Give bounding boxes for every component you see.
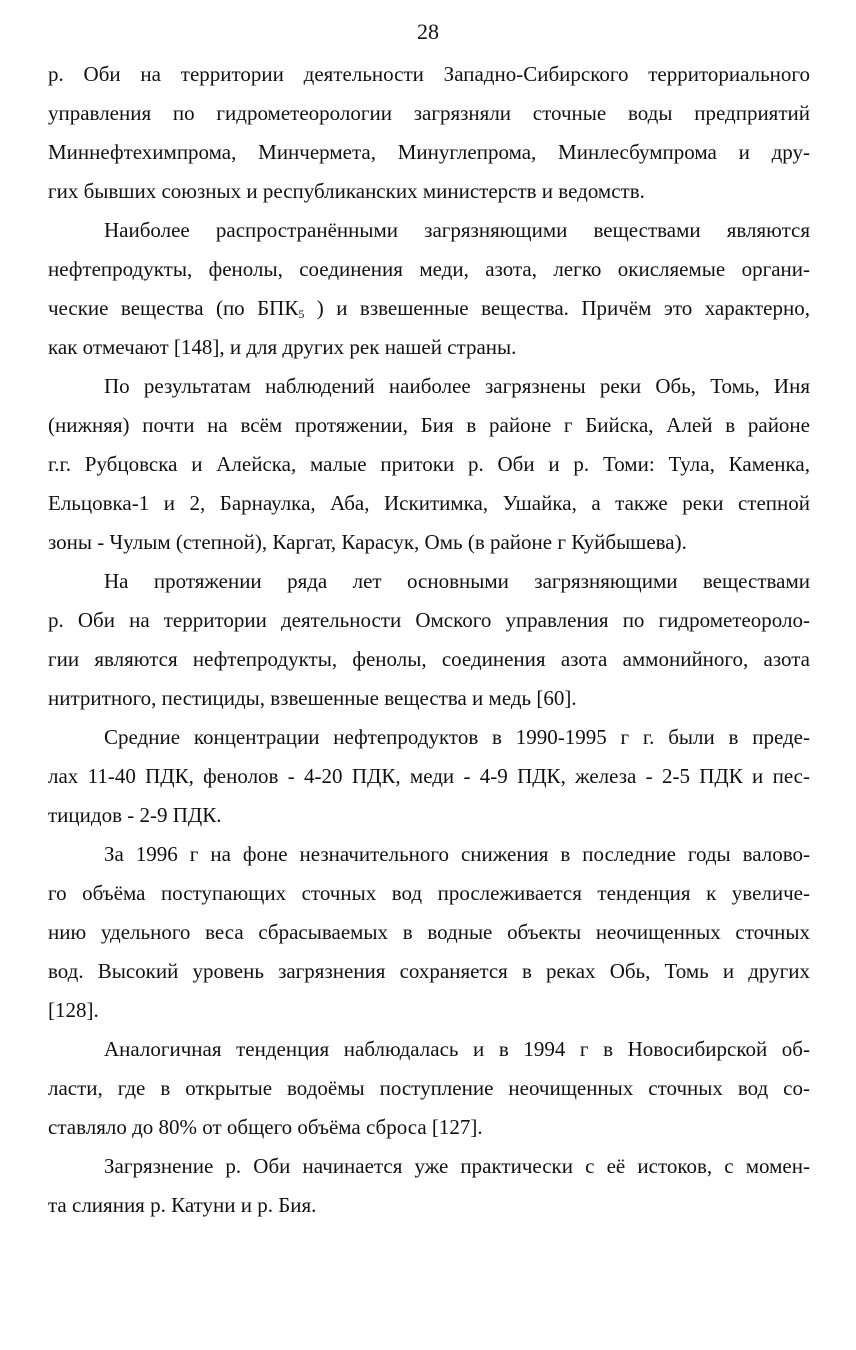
paragraph-3 [48,367,810,562]
text-line: Средние концентрации нефтепродуктов в 1990-1995 г г. были в преде- [104,725,810,749]
text-line: нию удельного веса сбрасываемых в водные объекты неочищенных сточных [48,920,810,944]
text-fragment: ческие вещества (по БПК [48,296,299,320]
subscript: 5 [298,307,305,321]
text-line: нефтепродукты, фенолы, соединения меди, азота, легко окисляемые органи- [48,257,810,281]
text-fragment: ) и взвешенные вещества. Причём это характерно, [304,296,810,320]
text-line: лах 11-40 ПДК, фенолов - 4-20 ПДК, меди - 4-9 ПДК, железа - 2-5 ПДК и пес- [48,764,810,788]
page-number: 28 [417,19,439,44]
text-line: гих бывших союзных и республиканских министерств и ведомств. [48,179,645,203]
text-line: тицидов - 2-9 ПДК. [48,803,222,827]
text-line: На протяжении ряда лет основными загрязняющими веществами [104,569,810,593]
text-line: го объёма поступающих сточных вод прослеживается тенденция к увеличе- [48,881,810,905]
text-line: как отмечают [148], и для других рек нашей страны. [48,335,517,359]
text-line: Ельцовка-1 и 2, Барнаулка, Аба, Искитимка, Ушайка, а также реки степной [48,491,810,515]
paragraph-6 [48,835,810,1030]
text-line: За 1996 г на фоне незначительного снижения в последние годы валово- [104,842,810,866]
text-line: По результатам наблюдений наиболее загрязнены реки Обь, Томь, Иня [104,374,810,398]
paragraph-1 [48,55,810,211]
text-line: та слияния р. Катуни и р. Бия. [48,1193,317,1217]
text-line: (нижняя) почти на всём протяжении, Бия в районе г Бийска, Алей в районе [48,413,810,437]
text-line: Наиболее распространёнными загрязняющими веществами являются [104,218,810,242]
text-line: Аналогичная тенденция наблюдалась и в 1994 г в Новосибирской об- [104,1037,810,1061]
text-line: нитритного, пестициды, взвешенные вещества и медь [60]. [48,686,577,710]
text-line: Загрязнение р. Оби начинается уже практически с её истоков, с момен- [104,1154,810,1178]
text-line: вод. Высокий уровень загрязнения сохраняется в реках Обь, Томь и других [48,959,810,983]
text-line: г.г. Рубцовска и Алейска, малые притоки р. Оби и р. Томи: Тула, Каменка, [48,452,810,476]
text-line [48,289,810,328]
text-line: гии являются нефтепродукты, фенолы, соединения азота аммонийного, азота [48,647,810,671]
paragraph-7 [48,1030,810,1147]
text-line: р. Оби на территории деятельности Омского управления по гидрометеороло- [48,608,810,632]
text-line: зоны - Чулым (степной), Каргат, Карасук, Омь (в районе г Куйбышева). [48,530,687,554]
paragraph-2 [48,211,810,367]
text-line: Миннефтехимпрома, Минчермета, Минуглепрома, Минлесбумпрома и дру- [48,140,810,164]
text-line: [128]. [48,998,99,1022]
paragraph-8 [48,1147,810,1225]
text-line: ласти, где в открытые водоёмы поступление неочищенных сточных вод со- [48,1076,810,1100]
text-line: р. Оби на территории деятельности Западно-Сибирского территориального [48,62,810,86]
paragraph-5 [48,718,810,835]
paragraph-4 [48,562,810,718]
text-line: управления по гидрометеорологии загрязняли сточные воды предприятий [48,101,810,125]
text-line: ставляло до 80% от общего объёма сброса [127]. [48,1115,483,1139]
